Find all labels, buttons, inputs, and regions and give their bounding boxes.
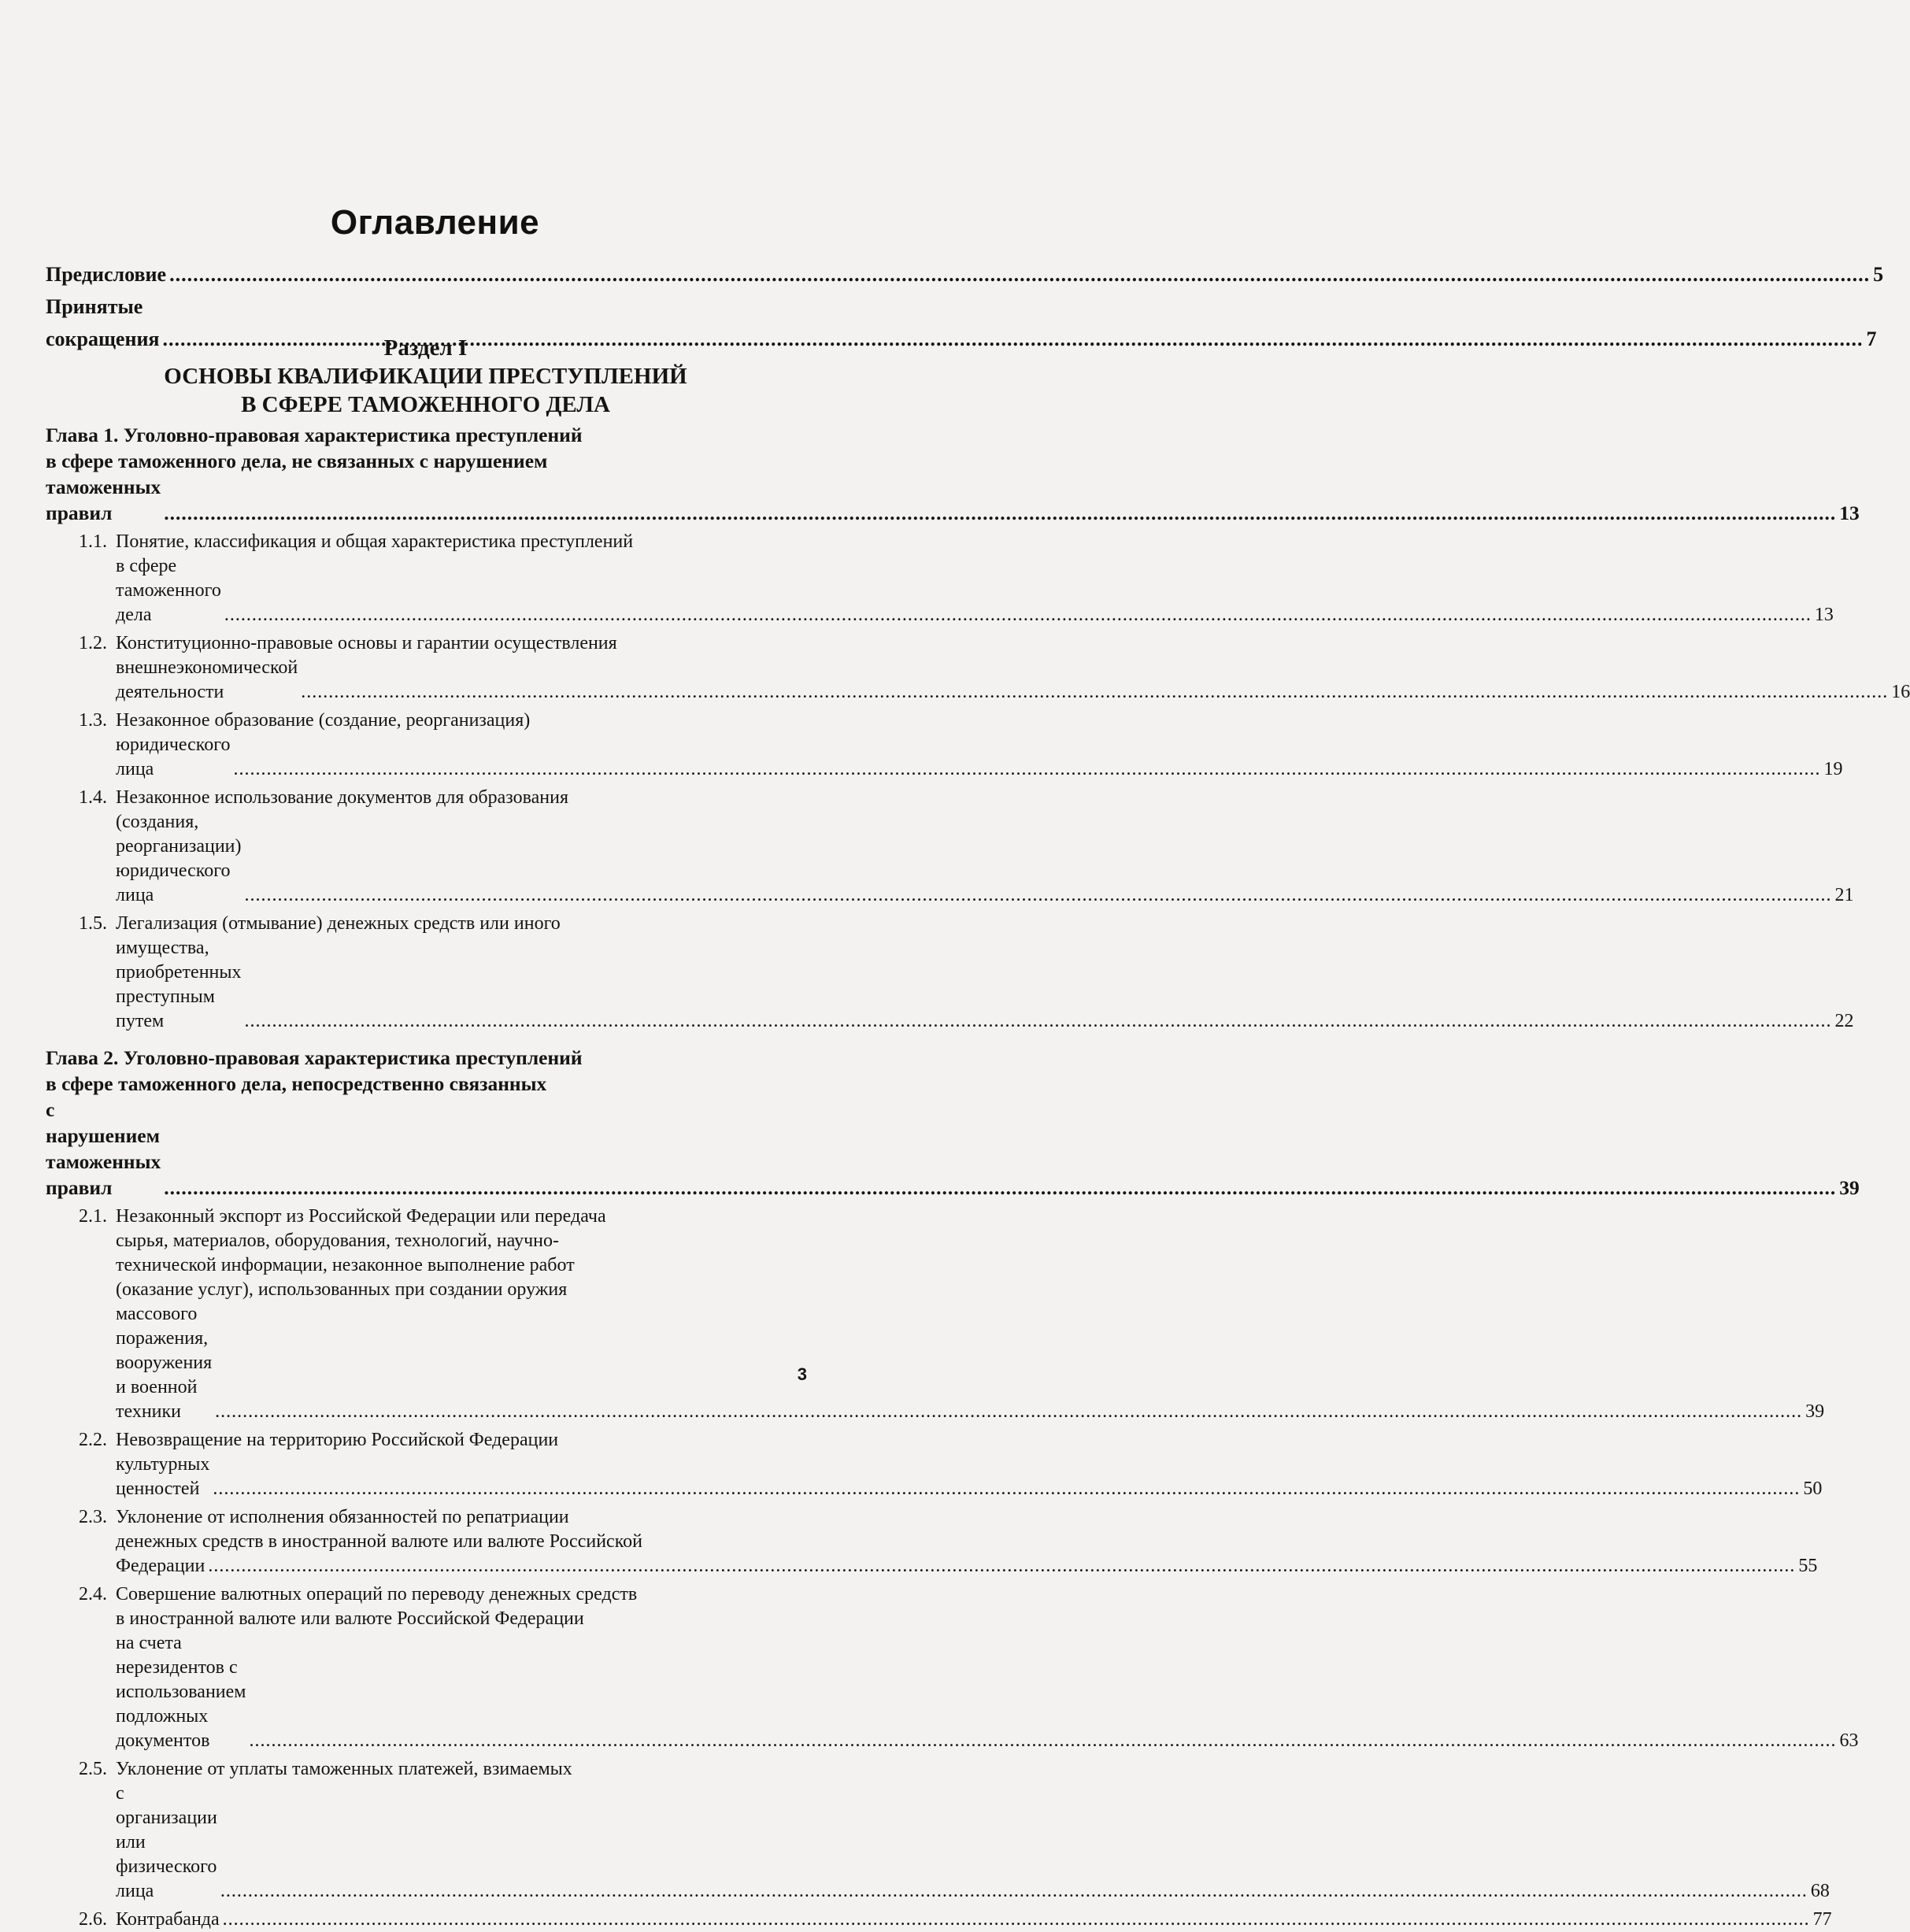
subsection-number: 2.1. <box>79 1206 107 1227</box>
entry-page: 13 <box>1839 502 1860 524</box>
subsection-line: Незаконное образование (создание, реорганизация) <box>116 710 531 731</box>
subsection-line: денежных средств в иностранной валюте или валюте Российской <box>116 1531 642 1552</box>
subsection-line: Уклонение от уплаты таможенных платежей, взимаемых <box>116 1759 572 1779</box>
entry-page: 50 <box>1803 1479 1823 1499</box>
subsection-number: 1.2. <box>79 633 107 653</box>
dot-leader <box>301 680 1888 705</box>
entry-label: внешнеэкономической деятельности <box>116 657 298 702</box>
subsection-last-line <box>116 936 1854 1034</box>
subsection-line: Незаконное использование документов для образования <box>116 787 569 808</box>
entry-label: на счета нерезидентов с использованием подложных документов <box>116 1633 246 1751</box>
subsection-number: 1.4. <box>79 787 107 808</box>
chapter-title-line: Глава 2. Уголовно-правовая характеристика преступлений <box>46 1046 583 1069</box>
dot-leader <box>245 1009 1832 1034</box>
entry-label: юридического лица <box>116 735 231 779</box>
entry-page: 77 <box>1812 1909 1832 1930</box>
subsection-number: 2.2. <box>79 1430 107 1450</box>
subsection-line: Легализация (отмывание) денежных средств или иного <box>116 913 561 934</box>
subsection-last-line <box>116 554 1834 627</box>
subsection-2-4 <box>46 1582 1859 1753</box>
chapter-title-line: в сфере таможенного дела, не связанных с нарушением <box>46 450 548 472</box>
subsection-last-line <box>116 656 1910 705</box>
dot-leader <box>164 1175 1836 1201</box>
chapters-list <box>46 416 1910 1932</box>
subsection-2-5 <box>46 1757 1830 1904</box>
subsection-2-2 <box>46 1428 1823 1501</box>
dot-leader <box>169 258 1870 291</box>
subsection-last-line <box>116 1302 1824 1424</box>
entry-label: с организации или физического лица <box>116 1783 217 1901</box>
page-title: Оглавление <box>330 203 540 242</box>
subsection-last-line <box>116 810 1854 908</box>
subsection-2-1 <box>46 1205 1825 1424</box>
dot-leader <box>213 1477 1800 1501</box>
chapter-title-last-line <box>46 1097 1860 1201</box>
subsection-1-3 <box>46 709 1843 782</box>
subsection-last-line <box>116 1554 1817 1579</box>
subsection-2-3 <box>46 1505 1818 1579</box>
entry-page: 22 <box>1834 1011 1854 1031</box>
section-heading <box>46 334 805 419</box>
entry-label: (создания, реорганизации) юридического лица <box>116 812 242 905</box>
chapter-title-line: Глава 1. Уголовно-правовая характеристика преступлений <box>46 424 583 446</box>
entry-page: 7 <box>1866 328 1877 350</box>
subsection-1-5 <box>46 912 1854 1034</box>
entry-label: с нарушением таможенных правил <box>46 1098 161 1199</box>
subsection-line: Уклонение от исполнения обязанностей по репатриации <box>116 1507 569 1527</box>
page-number: 3 <box>797 1364 807 1384</box>
subsection-line: сырья, материалов, оборудования, технологий, научно- <box>116 1231 560 1251</box>
subsection-number: 1.3. <box>79 710 107 731</box>
subsection-line: Понятие, классификация и общая характеристика преступлений <box>116 531 634 552</box>
dot-leader <box>223 1908 1810 1932</box>
entry-page: 5 <box>1873 263 1884 286</box>
dot-leader <box>215 1400 1802 1424</box>
dot-leader <box>249 1729 1836 1753</box>
entry-label: массового поражения, вооружения и военной техники <box>116 1304 213 1422</box>
subsection-line: Конституционно-правовые основы и гарантии осуществления <box>116 633 617 653</box>
entry-page: 39 <box>1839 1176 1860 1199</box>
subsection-line: Совершение валютных операций по переводу денежных средств <box>116 1584 638 1604</box>
chapter-title-last-line <box>46 474 1860 526</box>
dot-leader <box>234 757 1821 782</box>
section-title-line: В СФЕРЕ ТАМОЖЕННОГО ДЕЛА <box>241 392 610 417</box>
entry-label: в сфере таможенного дела <box>116 556 221 625</box>
subsection-number: 1.1. <box>79 531 107 552</box>
dot-leader <box>245 883 1832 908</box>
entry-label: имущества, приобретенных преступным путем <box>116 938 242 1031</box>
subsection-line: в иностранной валюте или валюте Российской Федерации <box>116 1608 584 1629</box>
subsection-last-line <box>116 1631 1858 1753</box>
chapter-title-line: в сфере таможенного дела, непосредственно связанных <box>46 1072 547 1095</box>
section-title-line: ОСНОВЫ КВАЛИФИКАЦИИ ПРЕСТУПЛЕНИЙ <box>164 364 687 389</box>
subsection-number: 1.5. <box>79 913 107 934</box>
entry-page: 63 <box>1839 1730 1859 1751</box>
subsection-line: Невозвращение на территорию Российской Федерации <box>116 1430 559 1450</box>
entry-page: 16 <box>1891 682 1910 702</box>
entry-label: Контрабанда <box>116 1909 220 1930</box>
subsection-last-line <box>116 733 1843 782</box>
dot-leader <box>164 500 1836 526</box>
entry-label: культурных ценностей <box>116 1454 210 1499</box>
entry-page: 39 <box>1805 1401 1825 1422</box>
toc-entry-preface <box>46 258 1884 291</box>
entry-page: 55 <box>1798 1556 1818 1576</box>
subsection-number: 2.3. <box>79 1507 107 1527</box>
subsection-line: Незаконный экспорт из Российской Федерации или передача <box>116 1206 606 1227</box>
entry-label: Принятые сокращения <box>46 295 160 350</box>
subsection-1-2 <box>46 631 1910 705</box>
subsection-number: 2.5. <box>79 1759 107 1779</box>
entry-page: 21 <box>1834 885 1854 905</box>
entry-page: 19 <box>1823 759 1843 779</box>
entry-label: таможенных правил <box>46 476 161 524</box>
entry-page: 13 <box>1814 605 1834 625</box>
subsection-line: технической информации, незаконное выполнение работ <box>116 1255 575 1275</box>
section-number: Раздел I <box>383 335 468 361</box>
subsection-last-line <box>116 1782 1830 1904</box>
dot-leader <box>220 1879 1808 1904</box>
chapter-1 <box>46 422 1860 526</box>
dot-leader <box>208 1554 1795 1579</box>
dot-leader <box>224 603 1812 627</box>
subsection-last-line <box>116 1453 1822 1501</box>
entry-label: Предисловие <box>46 263 167 286</box>
entry-page: 68 <box>1810 1881 1830 1901</box>
subsection-1-4 <box>46 786 1854 908</box>
subsection-number: 2.4. <box>79 1584 107 1604</box>
subsection-1-1 <box>46 530 1834 627</box>
entry-label: Федерации <box>116 1556 205 1576</box>
chapter-2 <box>46 1045 1860 1201</box>
subsection-line: (оказание услуг), использованных при создании оружия <box>116 1279 568 1300</box>
subsection-last-line <box>116 1908 1832 1932</box>
subsection-2-6 <box>46 1908 1832 1932</box>
subsection-number: 2.6. <box>79 1909 107 1930</box>
